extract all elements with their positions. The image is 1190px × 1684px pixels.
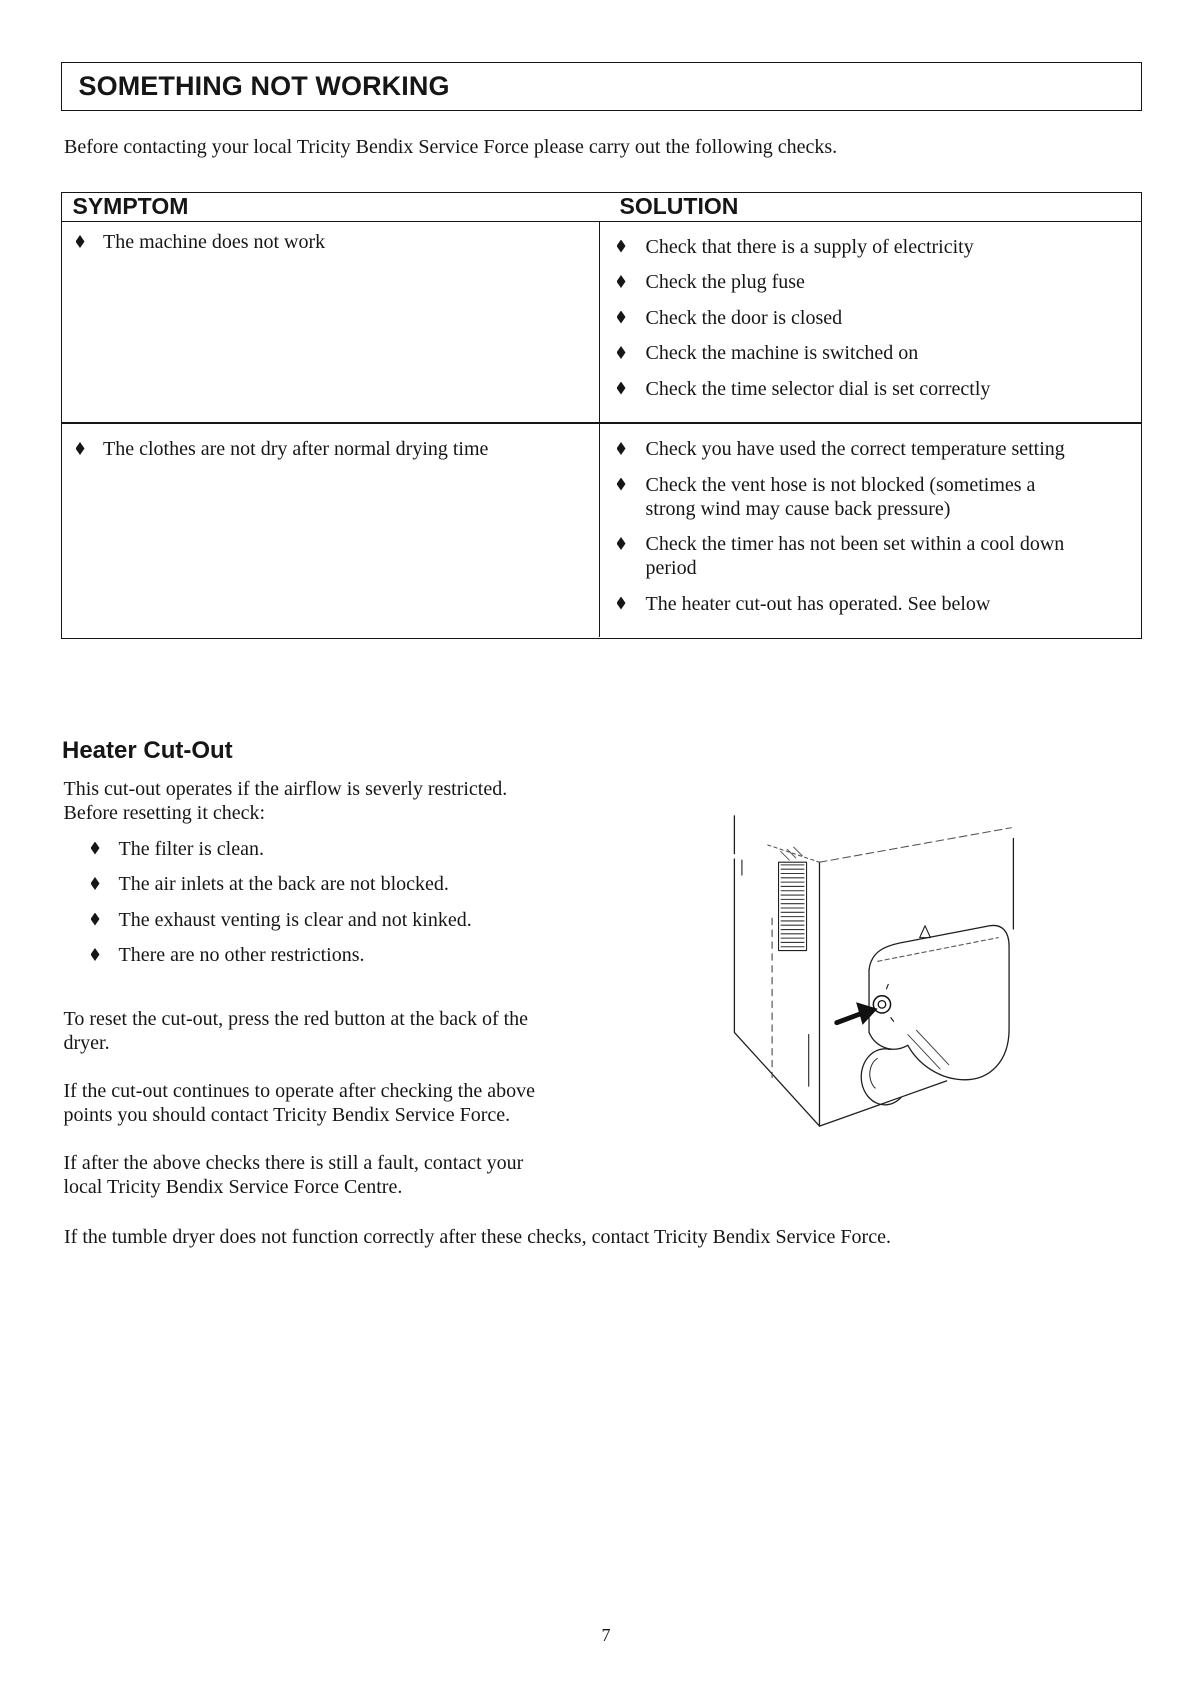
solution-cell bbox=[600, 424, 1140, 638]
diamond-bullet-icon bbox=[617, 275, 626, 288]
paragraph-line: points you should contact Tricity Bendix Service Force. bbox=[63, 1103, 511, 1126]
solution-item bbox=[600, 377, 1140, 401]
section-title-box bbox=[61, 62, 1142, 111]
reset-button bbox=[873, 984, 893, 1022]
list-item-text: The exhaust venting is clear and not kinked. bbox=[118, 908, 472, 931]
diamond-bullet-icon bbox=[76, 235, 85, 248]
section-heading: Heater Cut-Out bbox=[62, 737, 233, 764]
solution-text: Check the machine is switched on bbox=[645, 342, 919, 364]
symptom-cell bbox=[62, 222, 599, 422]
solution-header: SOLUTION bbox=[619, 193, 739, 219]
solution-text: Check the vent hose is not blocked (sometimes a bbox=[645, 473, 1036, 496]
solution-text: period bbox=[645, 557, 697, 579]
solution-text: Check the door is closed bbox=[645, 306, 843, 329]
diamond-bullet-icon bbox=[617, 240, 626, 253]
diamond-bullet-icon bbox=[617, 311, 626, 324]
paragraph-line: dryer. bbox=[63, 1032, 110, 1054]
paragraph-line: local Tricity Bendix Service Force Centre. bbox=[63, 1175, 403, 1198]
paragraph-line: To reset the cut-out, press the red button at the back of the bbox=[63, 1008, 529, 1030]
page-number: 7 bbox=[601, 1625, 611, 1645]
list-item bbox=[62, 943, 622, 967]
solution-text: The heater cut-out has operated. See below bbox=[645, 592, 991, 615]
reset-instructions bbox=[62, 1007, 622, 1055]
solution-item bbox=[600, 473, 1140, 521]
solution-item bbox=[600, 235, 1140, 259]
diamond-bullet-icon bbox=[617, 537, 626, 550]
paragraph-line: If the cut-out continues to operate after checking the above bbox=[63, 1079, 535, 1102]
solution-text: Check the time selector dial is set correctly bbox=[645, 377, 991, 400]
solution-item bbox=[600, 437, 1140, 461]
symptom-text: The machine does not work bbox=[103, 231, 326, 253]
solution-item bbox=[600, 270, 1140, 294]
list-item-text: The filter is clean. bbox=[118, 837, 264, 860]
diamond-bullet-icon bbox=[91, 913, 100, 926]
solution-cell bbox=[600, 222, 1140, 422]
list-item-text: The air inlets at the back are not blocked. bbox=[118, 873, 449, 895]
exhaust-outlet bbox=[861, 1049, 901, 1105]
solution-text: strong wind may cause back pressure) bbox=[645, 497, 951, 520]
closing-note: If the tumble dryer does not function correctly after these checks, contact Tricity Bendix Service Force. bbox=[64, 1225, 891, 1248]
diamond-bullet-icon bbox=[76, 442, 85, 455]
heater-intro bbox=[62, 777, 622, 825]
diamond-bullet-icon bbox=[617, 346, 626, 359]
arrow-icon bbox=[837, 1002, 878, 1025]
symptom-item bbox=[62, 230, 599, 254]
solution-text: Check you have used the correct temperature setting bbox=[645, 438, 1065, 460]
intro-text: Before contacting your local Tricity Bendix Service Force please carry out the following checks. bbox=[64, 136, 838, 158]
list-item-text: There are no other restrictions. bbox=[118, 944, 365, 966]
diamond-bullet-icon bbox=[91, 948, 100, 961]
solution-item bbox=[600, 532, 1140, 580]
page-title: SOMETHING NOT WORKING bbox=[78, 71, 450, 101]
diamond-bullet-icon bbox=[91, 877, 100, 890]
diamond-bullet-icon bbox=[617, 478, 626, 491]
check-list bbox=[62, 837, 622, 968]
solution-item bbox=[600, 341, 1140, 365]
diamond-bullet-icon bbox=[91, 842, 100, 855]
paragraph-line: Before resetting it check: bbox=[63, 802, 266, 824]
troubleshooting-table bbox=[61, 192, 1142, 639]
list-item bbox=[62, 872, 622, 896]
symptom-header: SYMPTOM bbox=[72, 193, 189, 219]
continue-note bbox=[62, 1079, 622, 1127]
symptom-text: The clothes are not dry after normal drying time bbox=[103, 438, 489, 460]
list-item bbox=[62, 908, 622, 932]
fault-note bbox=[62, 1151, 622, 1199]
solution-text: Check the plug fuse bbox=[645, 271, 805, 293]
solution-text: Check that there is a supply of electricity bbox=[645, 235, 974, 258]
solution-item bbox=[600, 592, 1140, 616]
paragraph-line: If after the above checks there is still a fault, contact your bbox=[63, 1151, 524, 1174]
heater-cutout-section bbox=[62, 737, 622, 1199]
paragraph-line: This cut-out operates if the airflow is severly restricted. bbox=[63, 778, 508, 800]
diamond-bullet-icon bbox=[617, 382, 626, 395]
list-item bbox=[62, 837, 622, 861]
symptom-cell bbox=[62, 424, 599, 638]
solution-item bbox=[600, 306, 1140, 330]
diamond-bullet-icon bbox=[617, 442, 626, 455]
solution-text: Check the timer has not been set within a cool down bbox=[645, 533, 1065, 555]
symptom-item bbox=[62, 437, 599, 461]
diamond-bullet-icon bbox=[617, 597, 626, 610]
dryer-rear-illustration bbox=[729, 806, 1022, 1136]
